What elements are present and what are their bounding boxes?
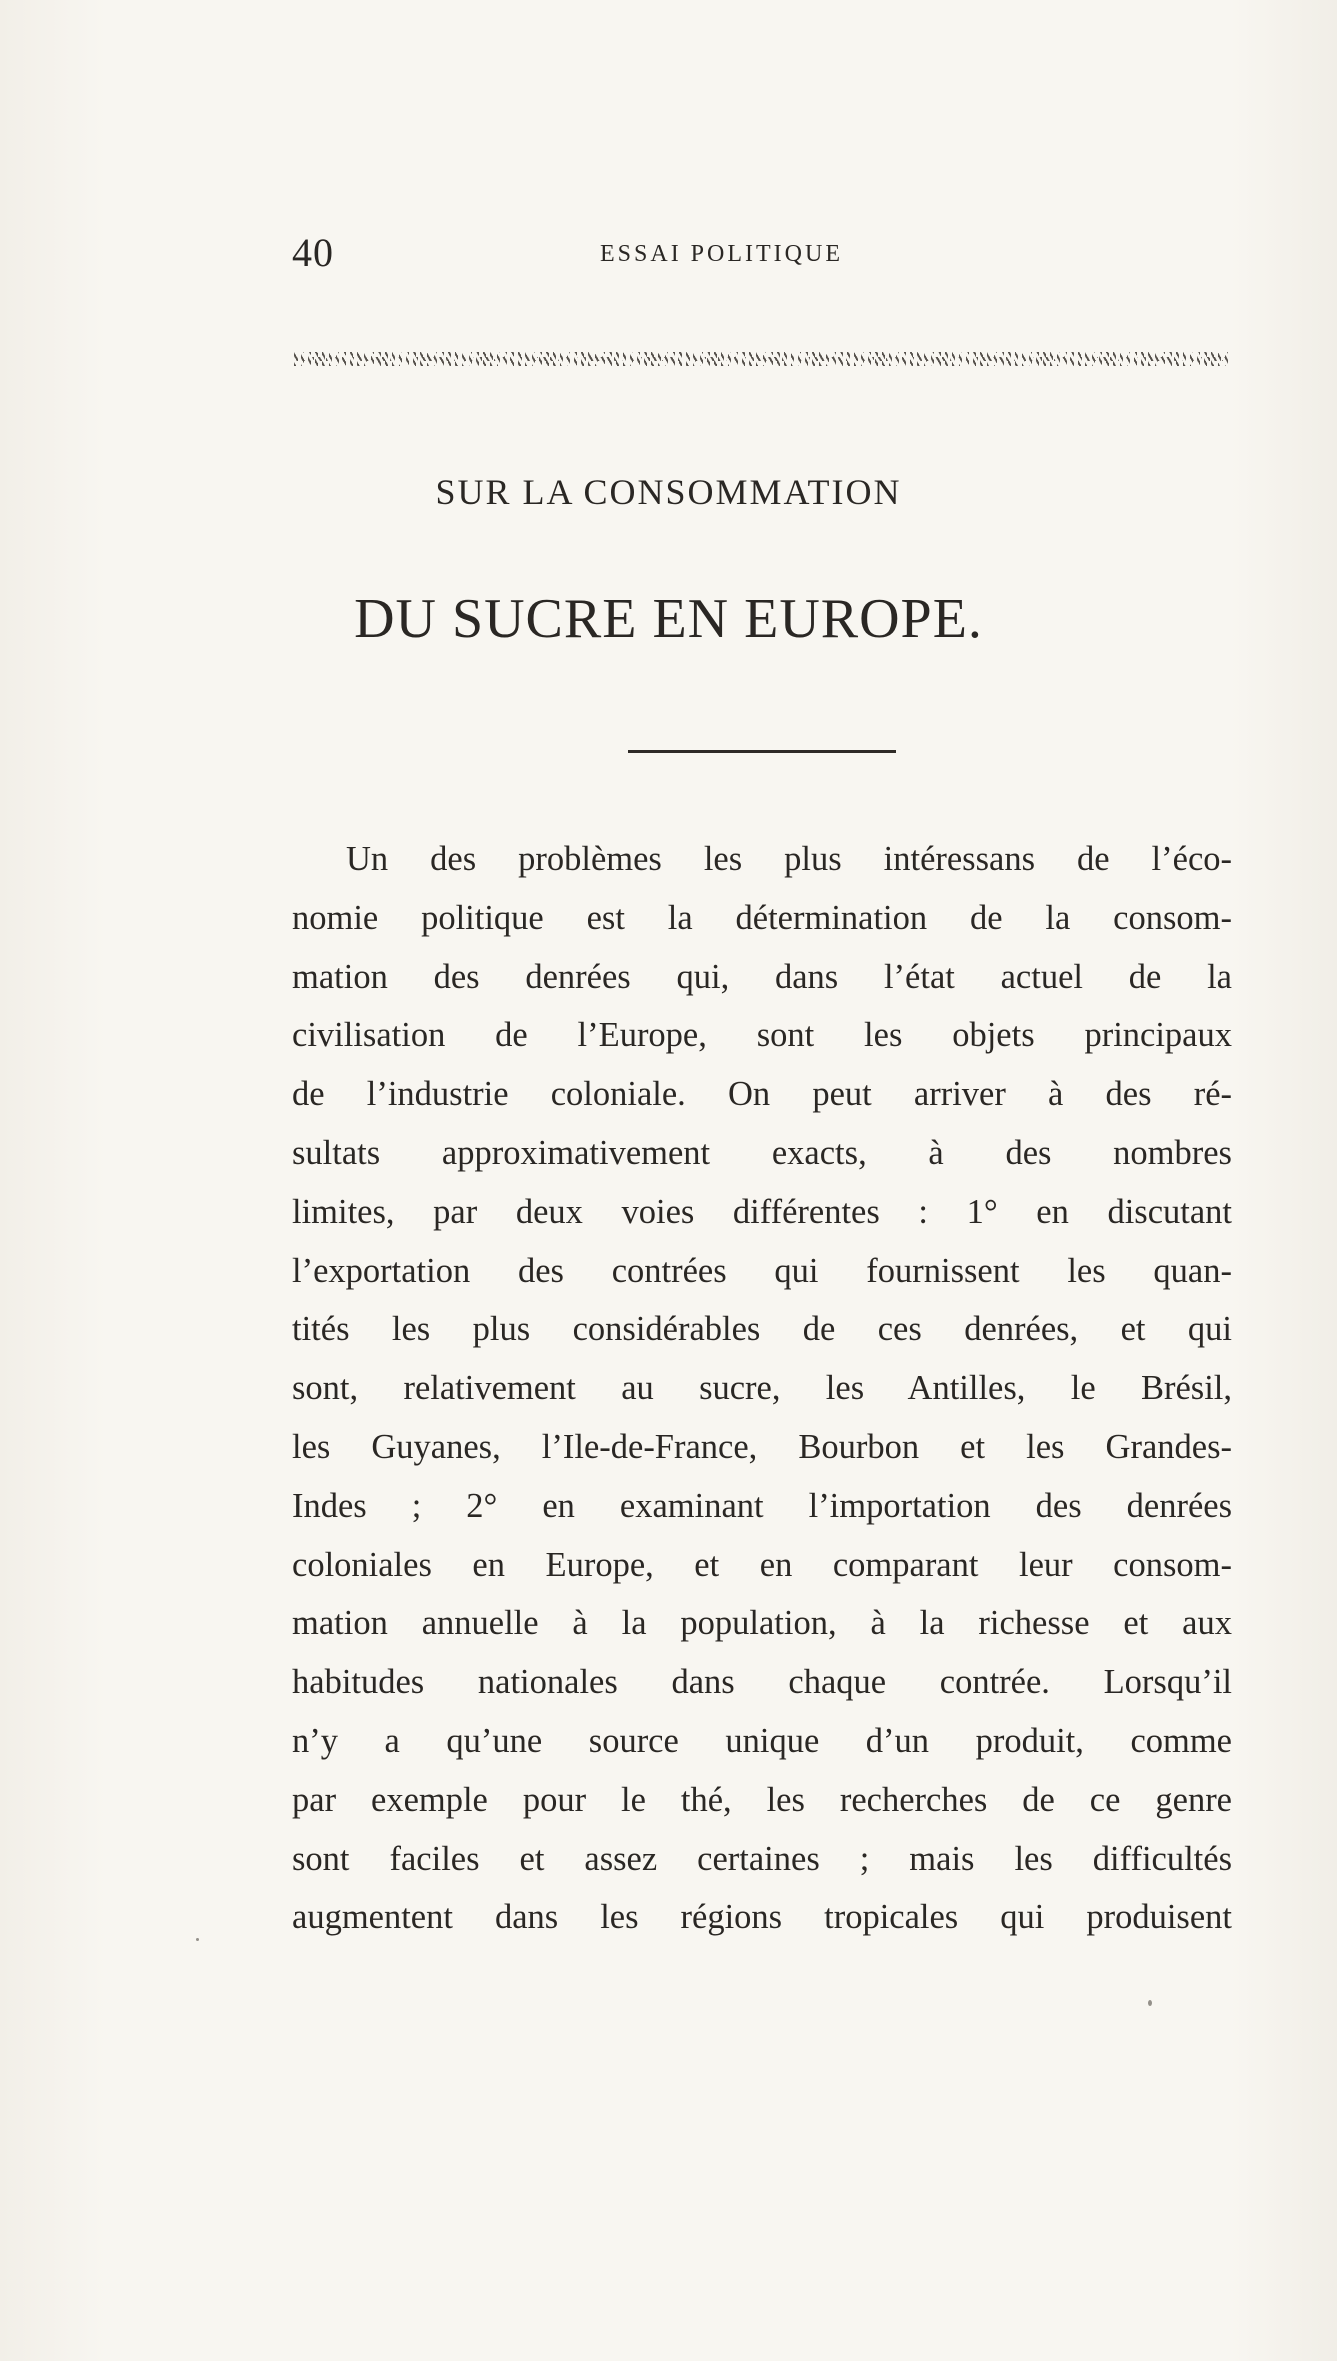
text-line: tités les plus considérables de ces denrées, et qui <box>292 1310 1232 1349</box>
running-head <box>292 228 1232 278</box>
section-divider <box>628 750 896 753</box>
text-line: nomie politique est la détermination de la consom- <box>292 898 1232 937</box>
running-title: ESSAI POLITIQUE <box>600 241 843 267</box>
text-line: Un des problèmes les plus intéressans de l’éco- <box>346 840 1232 878</box>
text-line: n’y a qu’une source unique d’un produit, comme <box>292 1721 1232 1760</box>
text-line: mation annuelle à la population, à la richesse et aux <box>292 1604 1232 1643</box>
text-line: sont faciles et assez certaines ; mais les difficultés <box>292 1839 1232 1878</box>
body-paragraph <box>292 830 1232 1947</box>
paper-speck <box>1148 2000 1152 2006</box>
text-line: civilisation de l’Europe, sont les objets principaux <box>292 1016 1232 1055</box>
text-line: l’exportation des contrées qui fournissent les quan- <box>292 1251 1232 1290</box>
text-line: sultats approximativement exacts, à des nombres <box>292 1133 1232 1172</box>
text-line: les Guyanes, l’Ile-de-France, Bourbon et les Grandes- <box>292 1427 1232 1466</box>
text-line: mation des denrées qui, dans l’état actuel de la <box>292 957 1232 996</box>
text-line: coloniales en Europe, et en comparant leur consom- <box>292 1545 1232 1584</box>
paper-speck <box>196 1938 199 1941</box>
ornamental-rule <box>294 352 1230 366</box>
chapter-heading-line-2: DU SUCRE EN EUROPE. <box>354 588 983 650</box>
text-line: par exemple pour le thé, les recherches de ce genre <box>292 1780 1232 1819</box>
page-number: 40 <box>292 230 334 275</box>
text-line: sont, relativement au sucre, les Antilles, le Brésil, <box>292 1369 1232 1408</box>
text-line: limites, par deux voies différentes : 1° en discutant <box>292 1192 1232 1231</box>
text-line: habitudes nationales dans chaque contrée. Lorsqu’il <box>292 1663 1232 1702</box>
text-line: augmentent dans les régions tropicales qui produisent <box>292 1898 1232 1937</box>
text-line: de l’industrie coloniale. On peut arriver à des ré- <box>292 1075 1232 1114</box>
chapter-heading-line-1: SUR LA CONSOMMATION <box>435 472 902 512</box>
text-line: Indes ; 2° en examinant l’importation des denrées <box>292 1486 1232 1525</box>
